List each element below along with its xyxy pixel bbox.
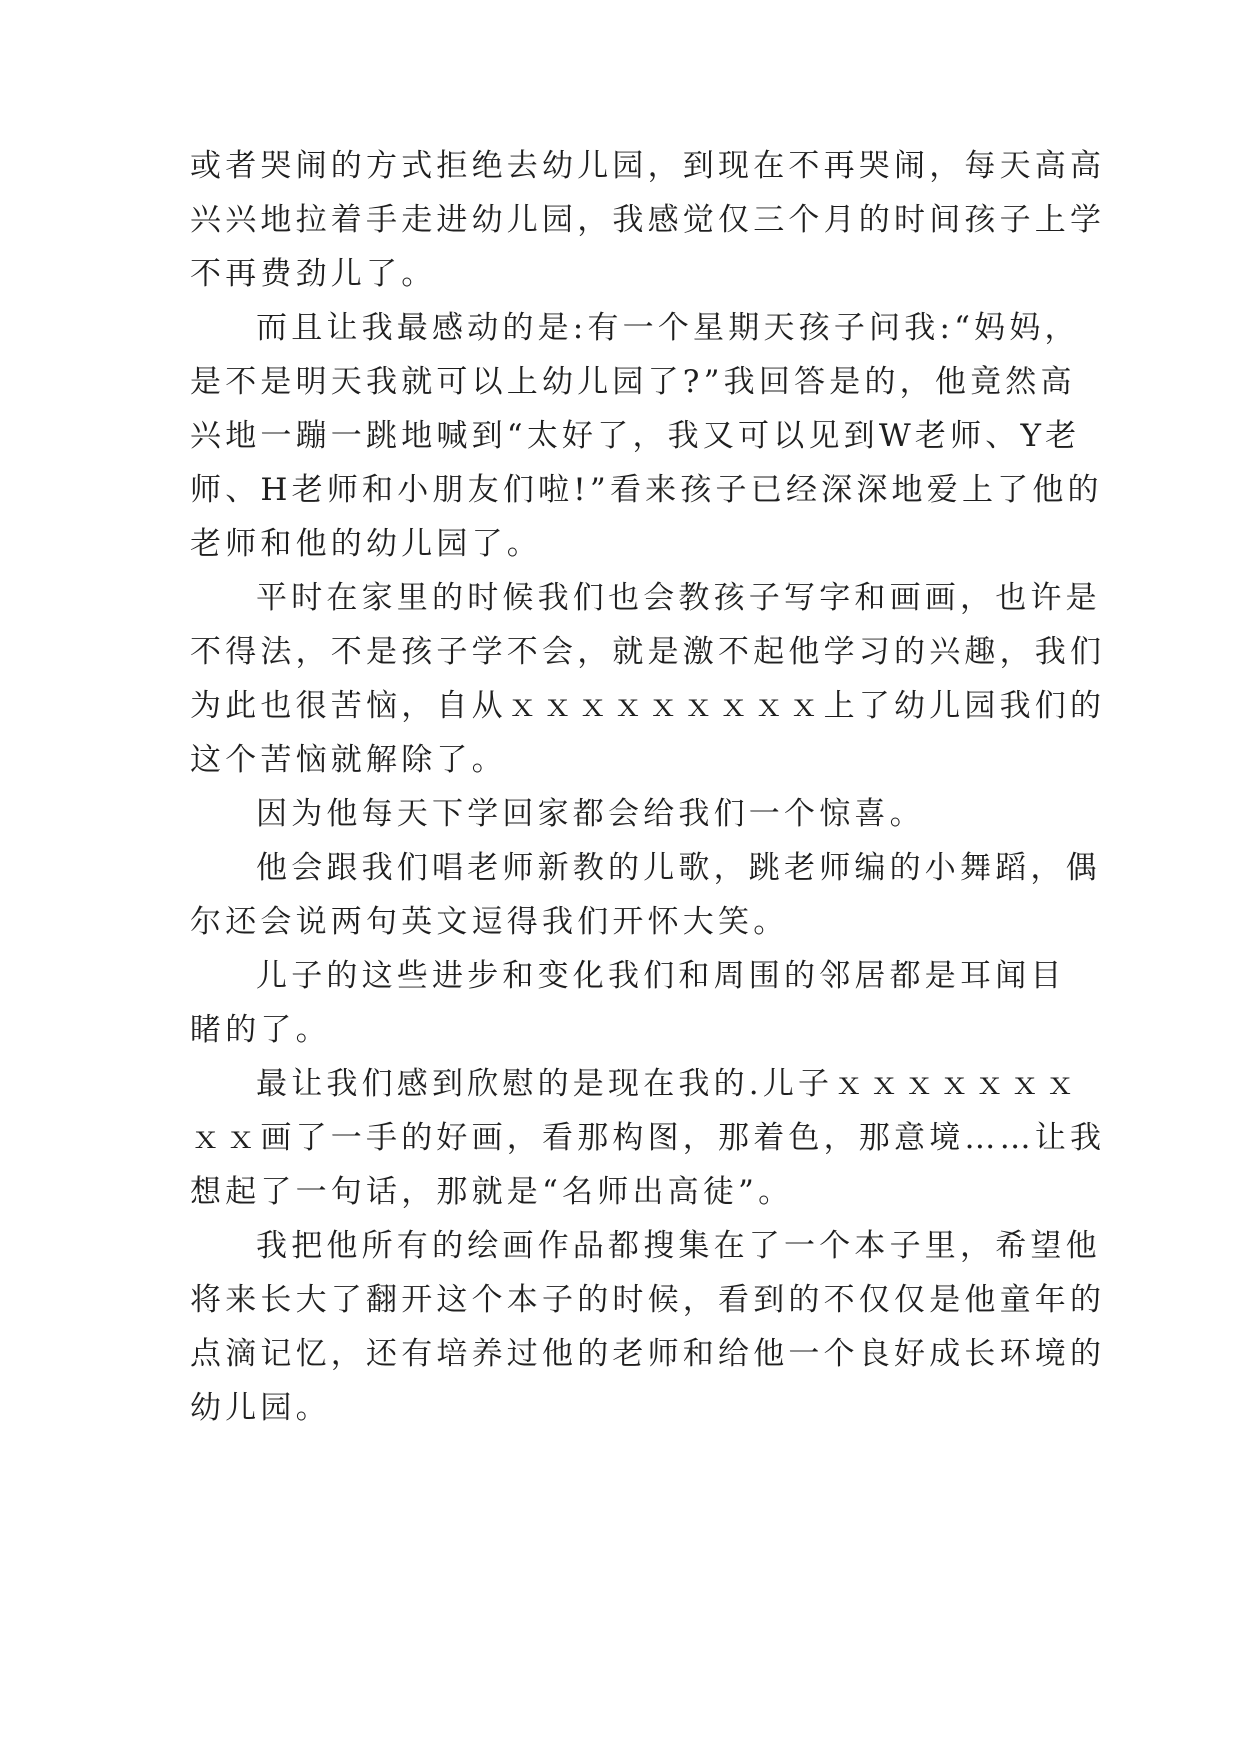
text-line: 是不是明天我就可以上幼儿园了?”我回答是的，他竟然高 xyxy=(190,364,1076,400)
text-line: 平时在家里的时候我们也会教孩子写字和画画，也许是 xyxy=(256,580,1101,616)
text-line: 兴兴地拉着手走进幼儿园，我感觉仅三个月的时间孩子上学 xyxy=(190,202,1106,238)
text-line: 他会跟我们唱老师新教的儿歌，跳老师编的小舞蹈，偶 xyxy=(256,850,1101,886)
text-line: 或者哭闹的方式拒绝去幼儿园，到现在不再哭闹，每天高高 xyxy=(190,148,1106,184)
text-line: 师、H老师和小朋友们啦!”看来孩子已经深深地爱上了他的 xyxy=(190,472,1103,508)
text-line: 兴地一蹦一跳地喊到“太好了，我又可以见到W老师、Y老 xyxy=(190,418,1081,454)
text-line: 儿子的这些进步和变化我们和周围的邻居都是耳闻目 xyxy=(256,958,1066,994)
text-line: ｘｘ画了一手的好画，看那构图，那着色，那意境……让我 xyxy=(190,1120,1106,1156)
text-line: 我把他所有的绘画作品都搜集在了一个本子里，希望他 xyxy=(256,1228,1101,1264)
text-line: 不再费劲儿了。 xyxy=(190,256,437,292)
text-line: 而且让我最感动的是:有一个星期天孩子问我:“妈妈， xyxy=(256,310,1080,346)
text-line: 老师和他的幼儿园了。 xyxy=(190,526,542,562)
text-line: 将来长大了翻开这个本子的时候，看到的不仅仅是他童年的 xyxy=(190,1282,1106,1318)
text-line: 点滴记忆，还有培养过他的老师和给他一个良好成长环境的 xyxy=(190,1336,1106,1372)
text-line: 幼儿园。 xyxy=(190,1390,331,1426)
text-line: 这个苦恼就解除了。 xyxy=(190,742,507,778)
text-line: 最让我们感到欣慰的是现在我的.儿子ｘｘｘｘｘｘｘ xyxy=(256,1066,1080,1102)
text-line: 想起了一句话，那就是“名师出高徒”。 xyxy=(190,1174,794,1210)
text-line: 为此也很苦恼，自从ｘｘｘｘｘｘｘｘｘ上了幼儿园我们的 xyxy=(190,688,1106,724)
text-line: 不得法，不是孩子学不会，就是激不起他学习的兴趣，我们 xyxy=(190,634,1106,670)
text-line: 尔还会说两句英文逗得我们开怀大笑。 xyxy=(190,904,789,940)
text-line: 因为他每天下学回家都会给我们一个惊喜。 xyxy=(256,796,925,832)
text-line: 睹的了。 xyxy=(190,1012,331,1048)
